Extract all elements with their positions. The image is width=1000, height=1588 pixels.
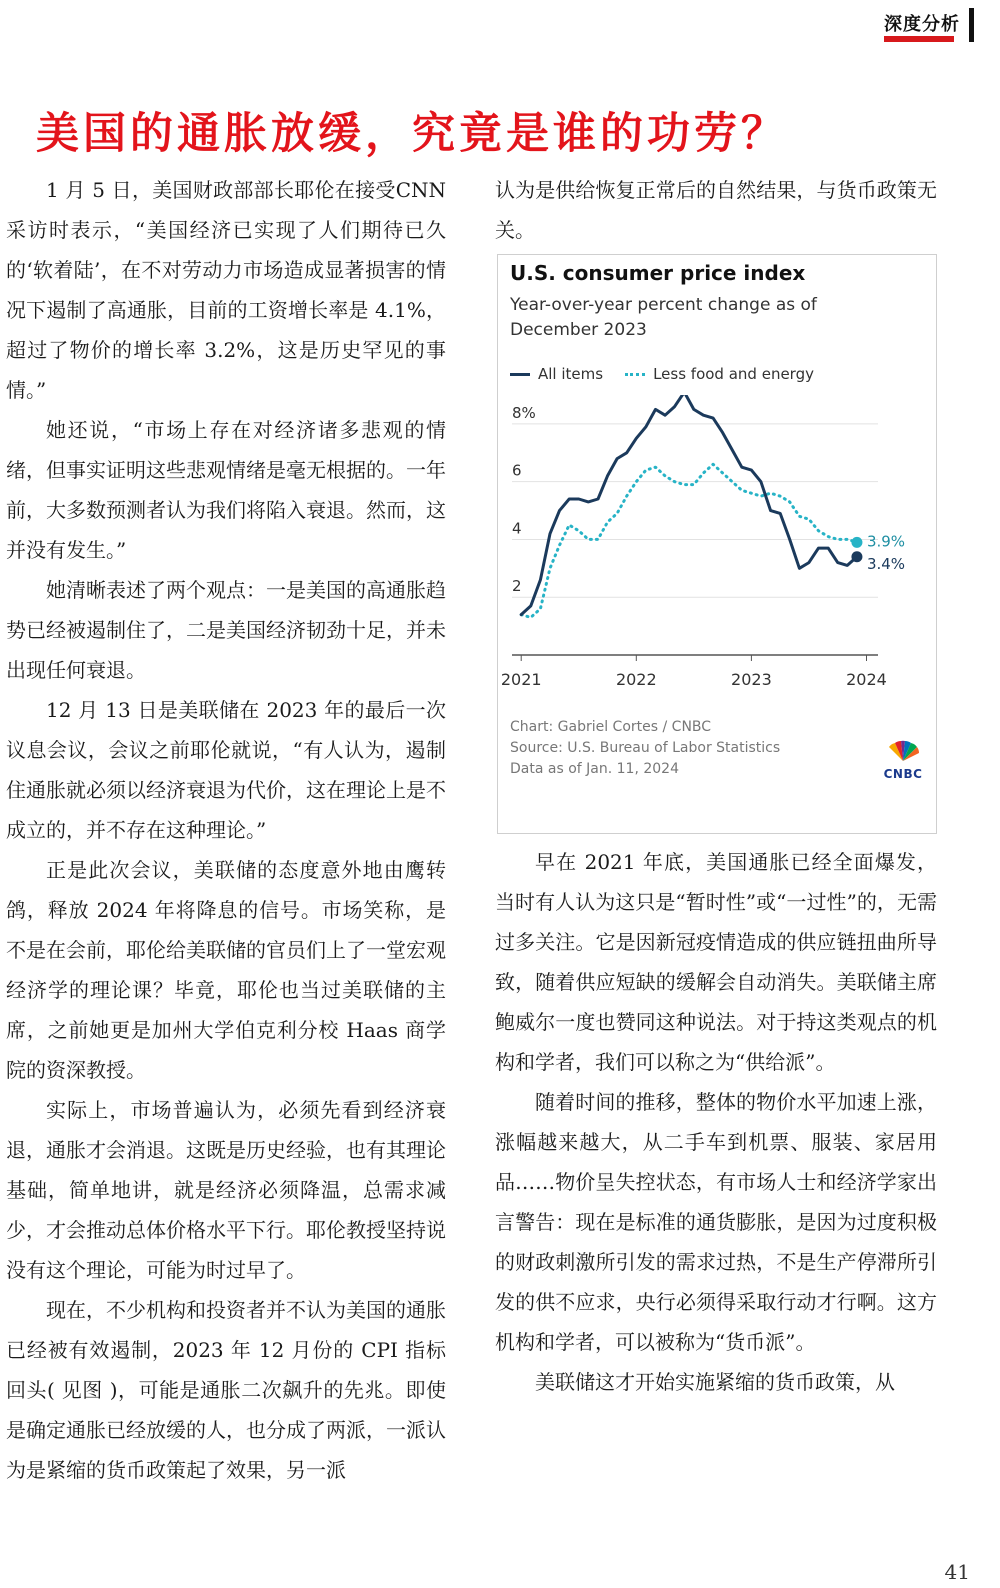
- paragraph: 她清晰表述了两个观点：一是美国的高通胀趋势已经被遏制住了，二是美国经济韧劲十足，并未出现任何衰退。: [6, 578, 446, 682]
- end-label-all-items: 3.4%: [866, 554, 906, 573]
- paragraph: 1 月 5 日，美国财政部部长耶伦在接受CNN 采访时表示，“美国经济已实现了人们期待已久的‘软着陆’，在不对劳动力市场造成显著损害的情况下遏制了高通胀，目前的工资增长率是 4.1%，超过了物价的增长率 3.2%，这是历史罕见的事情。”: [6, 178, 446, 402]
- y-tick-label: 6: [512, 461, 522, 480]
- paragraph: 正是此次会议，美联储的态度意外地由鹰转鸽，释放 2024 年将降息的信号。市场笑称，是不是在会前，耶伦给美联储的官员们上了一堂宏观经济学的理论课？毕竟，耶伦也当过美联储的主席，之前她更是加州大学伯克利分校 Haas 商学院的资深教授。: [6, 858, 446, 1082]
- paragraph: 美联储这才开始实施紧缩的货币政策，从: [535, 1370, 895, 1394]
- left-column: [6, 170, 446, 1490]
- paragraph: 实际上，市场普遍认为，必须先看到经济衰退，通胀才会消退。这既是历史经验，也有其理论基础，简单地讲，就是经济必须降温，总需求减少，才会推动总体价格水平下行。耶伦教授坚持说没有这个理论，可能为时过早了。: [6, 1098, 446, 1282]
- end-label-core: 3.9%: [866, 532, 906, 551]
- right-column-top: [495, 170, 937, 250]
- article-title: 美国的通胀放缓，究竟是谁的功劳？: [36, 109, 788, 159]
- cpi-chart: [497, 254, 937, 834]
- chart-legend: [510, 365, 814, 383]
- y-tick-label: 2: [512, 577, 522, 596]
- paragraph: 她还说，“市场上存在对经济诸多悲观的情绪，但事实证明这些悲观情绪是毫无根据的。一年前，大多数预测者认为我们将陷入衰退。然而，这并没有发生。”: [6, 418, 446, 562]
- section-tag-underline: [884, 36, 954, 42]
- end-point-all-items: [851, 551, 862, 562]
- y-tick-label: 4: [512, 519, 522, 538]
- peacock-icon: [883, 739, 923, 763]
- x-tick-label: 2023: [731, 670, 772, 689]
- paragraph: 随着时间的推移，整体的物价水平加速上涨，涨幅越来越大，从二手车到机票、服装、家居用品……物价呈失控状态，有市场人士和经济学家出言警告：现在是标准的通货膨胀，是因为过度积极的财政刺激所引发的需求过热，不是生产停滞所引发的供不应求，央行必须得采取行动才行啊。这方机构和学者，可以被称为“货币派”。: [495, 1090, 937, 1354]
- legend-label-core: Less food and energy: [653, 365, 814, 383]
- legend-label-all-items: All items: [538, 365, 604, 383]
- paragraph: 认为是供给恢复正常后的自然结果，与货币政策无关。: [495, 178, 937, 242]
- legend-swatch-core: [625, 373, 645, 376]
- page-number: 41: [944, 1560, 970, 1584]
- x-tick-label: 2021: [500, 670, 542, 689]
- series-line-core: [521, 464, 857, 617]
- x-tick-label: 2024: [846, 670, 887, 689]
- y-tick-label: 8%: [512, 403, 536, 422]
- cnbc-logo: [880, 739, 926, 781]
- chart-data-date: Data as of Jan. 11, 2024: [510, 761, 679, 777]
- series-line-all-items: [521, 395, 857, 615]
- cnbc-logo-text: CNBC: [883, 767, 923, 781]
- end-point-core: [851, 537, 862, 548]
- chart-notes: [510, 717, 780, 780]
- right-column-bottom: [495, 842, 937, 1402]
- legend-swatch-all-items: [510, 373, 530, 376]
- section-tag: [884, 8, 960, 42]
- chart-plot: [498, 395, 936, 705]
- section-tag-side-bar: [969, 8, 974, 42]
- section-tag-label: 深度分析: [884, 14, 960, 35]
- chart-subtitle: Year-over-year percent change as of December 2023: [510, 295, 817, 340]
- chart-credit: Chart: Gabriel Cortes / CNBC: [510, 719, 712, 735]
- chart-source: Source: U.S. Bureau of Labor Statistics: [510, 740, 781, 756]
- x-tick-label: 2022: [615, 670, 657, 689]
- chart-title: U.S. consumer price index: [510, 261, 806, 285]
- paragraph: 12 月 13 日是美联储在 2023 年的最后一次议息会议，会议之前耶伦就说，“有人认为，遏制住通胀就必须以经济衰退为代价，这在理论上是不成立的，并不存在这种理论。”: [6, 698, 446, 842]
- paragraph: 现在，不少机构和投资者并不认为美国的通胀已经被有效遏制，2023 年 12 月份的 CPI 指标回头( 见图 )，可能是通胀二次飙升的先兆。即使是确定通胀已经放缓的人，也分成了两派，一派认为是紧缩的货币政策起了效果，另一派: [6, 1298, 446, 1482]
- paragraph: 早在 2021 年底，美国通胀已经全面爆发，当时有人认为这只是“暂时性”或“一过性”的，无需过多关注。它是因新冠疫情造成的供应链扭曲所导致，随着供应短缺的缓解会自动消失。美联储主席鲍威尔一度也赞同这种说法。对于持这类观点的机构和学者，我们可以称之为“供给派”。: [495, 850, 937, 1074]
